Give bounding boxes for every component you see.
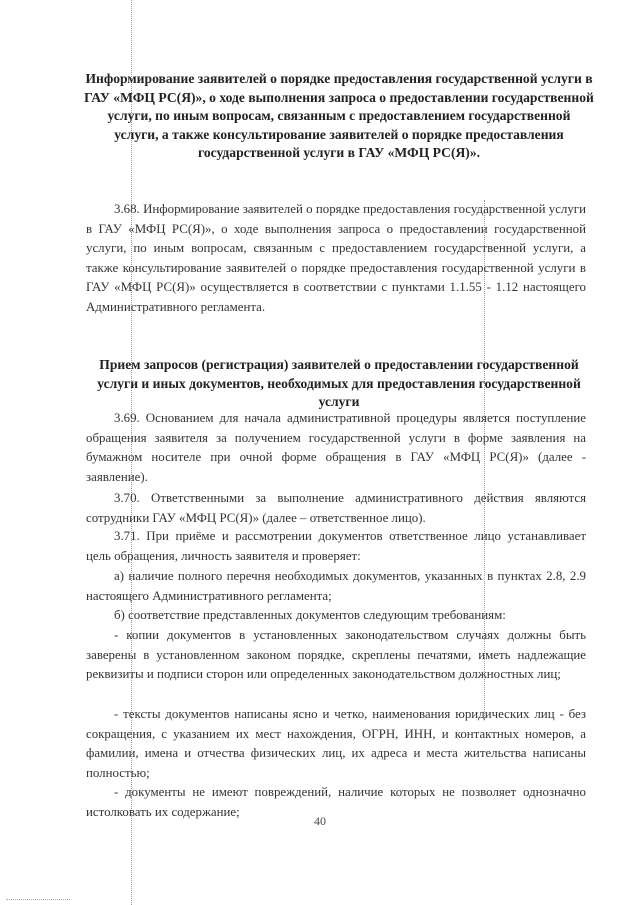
list-item-b (86, 606, 586, 626)
list-item-a-text: а) наличие полного перечня необходимых документов, указанных в пунктах 2.8, 2.9 настоящего Административного регламента; (86, 569, 586, 603)
list-item-a (86, 567, 586, 606)
list-item-b-text: б) соответствие представленных документов следующим требованиям: (114, 608, 506, 622)
paragraph-3-70-text: 3.70. Ответственными за выполнение административного действия являются сотрудники ГАУ «МФЦ РС(Я)» (далее – ответственное лицо). (86, 491, 586, 525)
paragraph-3-69-text: 3.69. Основанием для начала административной процедуры является поступление обращения заявителя за получением государственной услуги в форме заявления на бумажном носителе при очной форме обращения в ГАУ «МФЦ РС(Я)» (далее - заявление). (86, 411, 586, 484)
heading-reception: Прием запросов (регистрация) заявителей о предоставлении государственной услуги и иных документов, необходимых для предоставления государственной услуги (97, 357, 581, 409)
page-number: 40 (314, 814, 326, 828)
dash-item-copies (86, 626, 586, 685)
dash-item-copies-text: - копии документов в установленных законодательством случаях должны быть заверены в установленном законом порядке, скреплены печатями, иметь надлежащие реквизиты и подписи сторон или определенных законодательством должностных лиц; (86, 628, 586, 682)
paragraph-3-71-text: 3.71. При приёме и рассмотрении документов ответственное лицо устанавливает цель обращения, личность заявителя и проверяет: (86, 529, 586, 563)
paragraph-3-68-text: 3.68. Информирование заявителей о порядке предоставления государственной услуги в ГАУ «МФЦ РС(Я)», о ходе выполнения запроса о предоставлении государственной услуги, по иным вопросам, связанным с предоставлением государственной услуги, а также консультирование заявителей о порядке предоставления государственной услуги в ГАУ «МФЦ РС(Я)» осуществляется в соответствии с пунктами 1.1.55 - 1.12 настоящего Административного регламента. (86, 202, 586, 314)
paragraph-3-69 (86, 409, 586, 487)
heading-informing: Информирование заявителей о порядке предоставления государственной услуги в ГАУ «МФЦ РС(Я)», о ходе выполнения запроса о предоставлении государственной услуги, по иным вопросам, связанным с предоставлением государственной услуги, а также консультирование заявителей о порядке предоставления государственной услуги в ГАУ «МФЦ РС(Я)». (84, 71, 594, 160)
dash-item-texts-text: - тексты документов написаны ясно и четко, наименования юридических лиц - без сокращения, с указанием их мест нахождения, ОГРН, ИНН, и контактных номеров, а фамилии, имена и отчества физических лиц, их адреса и места жительства написаны полностью; (86, 707, 586, 780)
paragraph-3-68 (86, 200, 586, 318)
paragraph-3-70 (86, 489, 586, 528)
footer-scan-dots (6, 899, 70, 900)
dash-item-texts (86, 705, 586, 783)
dash-item-damage-text: - документы не имеют повреждений, наличие которых не позволяет однозначно истолковать их содержание; (86, 785, 586, 819)
paragraph-3-71 (86, 527, 586, 566)
